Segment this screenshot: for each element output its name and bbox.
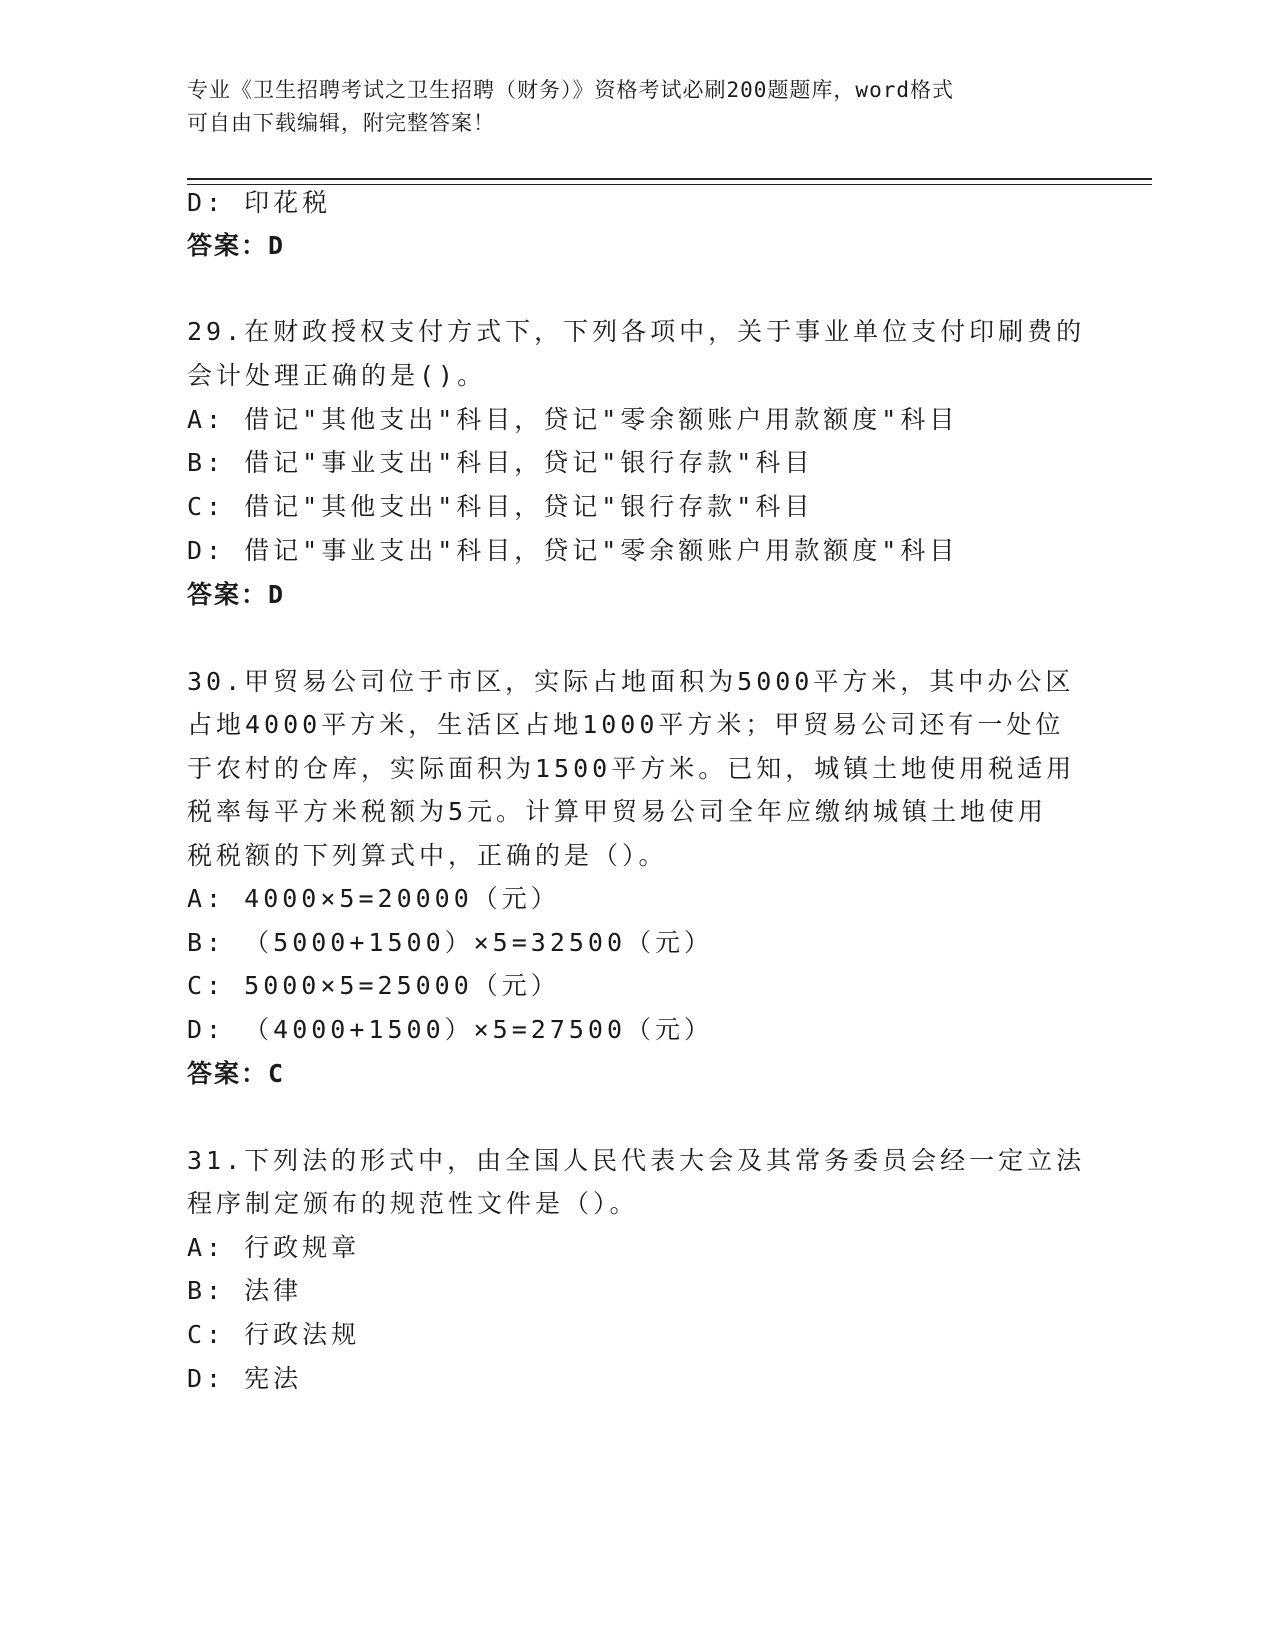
q29-answer: 答案：D — [187, 580, 286, 609]
q30-stem-line-4: 税率每平方米税额为5元。计算甲贸易公司全年应缴纳城镇土地使用 — [187, 797, 1048, 826]
q29-stem-line-2: 会计处理正确的是()。 — [187, 361, 487, 390]
q29-stem-line-1: 29.在财政授权支付方式下，下列各项中，关于事业单位支付印刷费的 — [187, 317, 1086, 346]
q30-option-d: D: （4000+1500）×5=27500（元） — [187, 1015, 714, 1044]
header-line-1: 专业《卫生招聘考试之卫生招聘（财务）》资格考试必刷200题题库，word格式 — [187, 78, 954, 102]
q30-option-c: C: 5000×5=25000（元） — [187, 971, 560, 1000]
q29-option-a: A: 借记"其他支出"科目，贷记"零余额账户用款额度"科目 — [187, 405, 959, 434]
q31-option-c: C: 行政法规 — [187, 1320, 361, 1349]
q29-option-b: B: 借记"事业支出"科目，贷记"银行存款"科目 — [187, 448, 814, 477]
q31-stem-line-1: 31.下列法的形式中，由全国人民代表大会及其常务委员会经一定立法 — [187, 1146, 1086, 1175]
q31-option-b: B: 法律 — [187, 1276, 303, 1305]
header-divider — [187, 178, 1152, 180]
prev-option-d: D: 印花税 — [187, 188, 332, 217]
q31-option-d: D: 宪法 — [187, 1364, 303, 1393]
header-divider-thin — [187, 184, 1152, 185]
q30-stem-line-1: 30.甲贸易公司位于市区，实际占地面积为5000平方米，其中办公区 — [187, 667, 1075, 696]
q29-option-c: C: 借记"其他支出"科目，贷记"银行存款"科目 — [187, 492, 814, 521]
header-line-2: 可自由下载编辑，附完整答案！ — [187, 111, 495, 135]
q30-option-b: B: （5000+1500）×5=32500（元） — [187, 928, 714, 957]
q31-stem-line-2: 程序制定颁布的规范性文件是（）。 — [187, 1189, 639, 1218]
q30-stem-line-2: 占地4000平方米，生活区占地1000平方米；甲贸易公司还有一处位 — [187, 710, 1065, 739]
q30-stem-line-3: 于农村的仓库，实际面积为1500平方米。已知，城镇土地使用税适用 — [187, 754, 1076, 783]
q30-answer: 答案：C — [187, 1059, 286, 1088]
prev-answer: 答案：D — [187, 231, 286, 260]
q30-stem-line-5: 税税额的下列算式中，正确的是（）。 — [187, 841, 668, 870]
document-header — [187, 74, 1087, 140]
q29-option-d: D: 借记"事业支出"科目，贷记"零余额账户用款额度"科目 — [187, 536, 959, 565]
q31-option-a: A: 行政规章 — [187, 1233, 361, 1262]
q30-option-a: A: 4000×5=20000（元） — [187, 884, 560, 913]
